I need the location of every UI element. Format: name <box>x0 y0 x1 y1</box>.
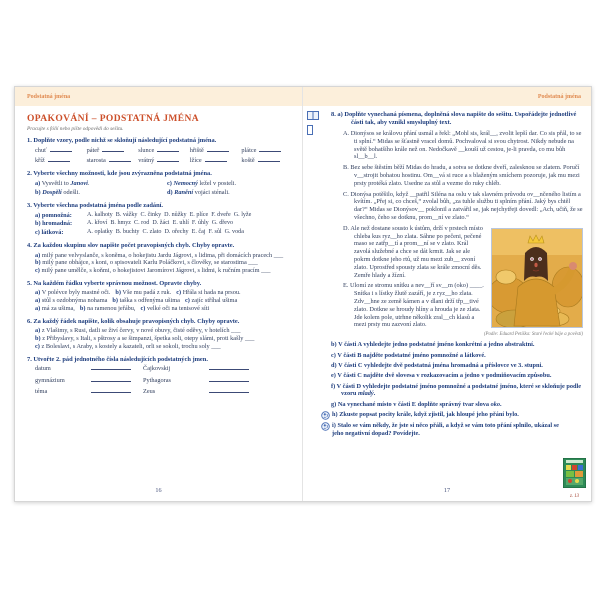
word-group-line: b) z Přibyslavy, s Itali, s pštrosy a se šimpanzi, špetka soli, otepy slámi, proti kašly ___ <box>35 335 255 343</box>
right-header-label: Podstatná jména <box>537 93 581 100</box>
answer-blank <box>87 377 143 385</box>
page-number-right: 17 <box>443 487 451 494</box>
answer-blank <box>109 157 131 162</box>
exercise-heading: 1. Doplňte vzory, podle nichž se skloňují následující podstatná jména. <box>27 137 217 144</box>
answer-blank <box>87 388 143 396</box>
exercise-number: 1. <box>27 137 32 144</box>
exercise-number: 2. <box>27 170 32 178</box>
answer-blank <box>50 147 72 152</box>
exercise-5 <box>27 280 293 313</box>
word-with-blank: plátce <box>241 147 293 155</box>
passage-e: E. Ulomí ze stromu snítku a nev__ří sv__m (oko) ____. Snítka i s lístky žlutě zazáří, je z ryz__ho zlata. Zdv__hne ze země kámen a v dlani drží třp__tivé zlato. Dotkne se hroudy hlíny a hrouda je ze zlata. Jde kolem pole, utrhne několik zral__ch klasů a mezi prsty mu zazvoní zlato. <box>343 282 484 329</box>
word-with-blank: lžíce <box>190 157 242 165</box>
word-with-blank: hřiště <box>190 147 242 155</box>
passage-a: A. Dionýsos se královu přání usmál a řekl: „Mohl sis, král__, zvolit lepší dar. Co sis přál, to se ti splní.“ Midas se šťastně vracel domů. Pochvaloval si svou chytrost. Nikdy nebude na světě bohatšího krále než on. Nedočkavě __kouší už cestou, je-li pravda, co mu bůh sl__b__l. <box>343 130 582 161</box>
exercise-heading: 6. Za každý řádek napište, kolik obsahuje pravopisných chyb. Chyby opravte. <box>27 317 240 325</box>
answer-blank <box>259 147 281 152</box>
task-item-b: b) V části A vyhledejte jedno podstatné jméno konkrétní a jedno abstraktní. <box>331 341 535 349</box>
answer-blank <box>205 365 261 373</box>
exercise-number: 8. <box>331 111 336 118</box>
option-row: a) stůl s ozdobnýma nohama b) taška s odřenýma ušima c) zajíc stříhal ušima <box>35 297 238 305</box>
word-with-blank: slunce <box>138 147 190 155</box>
answer-blank <box>205 377 261 385</box>
option-item: a) Vysvětli to Janovi. <box>35 179 90 187</box>
ex1-word-grid <box>27 147 293 166</box>
page-number-left: 16 <box>155 487 162 494</box>
answer-blank <box>48 157 70 162</box>
word-group-line: a) milý pane velvyslanče, s koněma, o hokejistu Jardu Jágrovi, s lidima, při domácích pracech ___ <box>35 251 284 259</box>
passage-b: B. Bez sebe štěstím běží Midas do hradu, a sotva se dotkne dveří, zalesknou se zlatem. Poručí v__strojit bohatou hostinu. Om__vá si ruce a s blaženým smíchem pozoruje, jak mu mezi prsty protéká zlato. Usedne za stůl a vezme do ruky chléb. <box>343 164 580 187</box>
exercise-4 <box>27 242 293 275</box>
option-row: c) látková: A. oplatky B. buchty C. zlato D. ořechy E. čaj F. sůl G. voda <box>35 229 244 237</box>
option-row: a) má za ušima, b) na ramenou jeřábu, c) velké oči na tenisové síti <box>35 305 210 313</box>
exercise-number: 4. <box>27 242 32 250</box>
right-header-band <box>303 87 591 106</box>
speaking-icon <box>321 422 330 431</box>
transparency-sheet-icon <box>307 125 313 135</box>
answer-blank <box>205 388 261 396</box>
right-page <box>303 87 591 501</box>
exercise-3 <box>27 202 293 237</box>
exercise-heading: 7. Utvořte 2. pád jednotného čísla následujících podstatných jmen. <box>27 355 208 363</box>
exercise-number: 7. <box>27 355 32 363</box>
thumbnail-caption: z. 13 <box>569 494 580 499</box>
task-item-c: c) V části B najděte podstatné jméno pomnožné a látkové. <box>331 351 486 359</box>
task-item-e: e) V části C najděte dvě slovesa v rozkazovacím a jedno v podmiňovacím způsobu. <box>331 372 552 380</box>
option-row: a) V polévce byly mastné oči. b) Vše mu padá z ruk. c) Hřála si hada na prsou. <box>35 289 241 297</box>
task-item-i: i) Stalo se vám někdy, že jste si něco přáli, a když se vám toto přání splnilo, ukázal se jeho negativní dopad? Povídejte. <box>321 422 583 438</box>
answer-blank <box>258 157 280 162</box>
word: Zeus <box>143 388 156 396</box>
exercise-8 <box>319 111 583 438</box>
word-group-line: a) z Vlašimy, s Rusi, datli se živí červy, v nové obuvy, čisté oděvy, v hotelích ___ <box>35 327 241 335</box>
word-with-blank: chuť <box>35 147 87 155</box>
exercise-8-heading: 8. a) Doplňte vynechaná písmena, doplněná slova napište do sešitu. Uspořádejte jednotlivé části tak, aby vznikl smysluplný text. <box>331 111 577 126</box>
exercise-heading: 2. Vyberte všechny možnosti, kde jsou zvýrazněna podstatná jména. <box>27 170 212 178</box>
answer-blank <box>157 157 179 162</box>
word: gymnázium <box>35 376 65 384</box>
task-item-f: f) V části D vyhledejte podstatné jméno pomnožné a podstatné jméno, které se skloňuje podle vzoru mladý. <box>331 382 582 398</box>
word: Čajkovskij <box>143 364 171 372</box>
task-item-g: g) Na vynechané místo v části E doplňte správný tvar slova oko. <box>331 400 502 408</box>
word-group-line: c) milý pane umělče, s koňmi, o hokejistovi Jaromírovi Jágrovi, s lidmi, k ručním pracím ___ <box>35 267 271 275</box>
left-header-band <box>15 87 302 106</box>
passage-d: D. Ale než dostane sousto k ústům, drží v prstech místo chleba kus ryz__ho zlata. Sáhne po pečeni, pečené maso se zatřp__tí a prom__ní se v zlato. Král zavolá služebné a chce se dát krmit. Jak se ale pokrm dotkne jeho rtů, už mu mezi zub__ zvoní zlato. Uprostřed spousty zlata se krále zmocní děs. Zemře hlady a žízní. <box>343 224 483 279</box>
ex7-word-grid <box>27 365 293 396</box>
page-spread <box>14 86 592 502</box>
word: Pythagoras <box>143 376 171 384</box>
lesson-subtitle: Pracujte s fólií nebo pište odpovědi do sešitu. <box>27 126 124 132</box>
answer-blank <box>205 157 227 162</box>
word-group-line: c) z Boleslavi, s Araby, s kostely a kazateli, orli se sokoli, trochu soly ___ <box>35 342 221 350</box>
left-page <box>15 87 303 501</box>
open-book-icon <box>307 111 319 120</box>
exercise-number: 3. <box>27 202 32 210</box>
exercise-heading: 3. Vyberte všechna podstatná jména podle zadání. <box>27 202 163 210</box>
exercise-number: 6. <box>27 317 32 325</box>
exercise-heading: 5. Na každém řádku vyberte správnou možnost. Opravte chyby. <box>27 279 202 287</box>
word-with-blank: kříž <box>35 157 87 165</box>
word-with-blank: páteř <box>87 147 139 155</box>
option-row: a) pomnožná: A. kalhoty B. vážky C. činky D. nůžky E. plíce F. dveře G. lyže <box>35 211 252 219</box>
lesson-title: OPAKOVÁNÍ – PODSTATNÁ JMÉNA <box>27 114 200 124</box>
story-passages <box>331 130 583 339</box>
answer-blank <box>102 147 124 152</box>
source-credit: (Podle: Eduard Petiška: Staré řecké báje a pověsti) <box>483 332 583 338</box>
word-with-blank: starosta <box>87 157 139 165</box>
speaking-icon <box>321 411 330 420</box>
exercise-1 <box>27 137 293 165</box>
answer-blank <box>157 147 179 152</box>
word-with-blank: koště <box>241 157 293 165</box>
task-item-h: h) Zkuste popsat pocity krále, když zjistil, jak hloupé jeho přání bylo. <box>321 411 583 420</box>
exercise-number: 5. <box>27 279 32 287</box>
midas-gold-illustration <box>491 228 583 328</box>
task-item-d: d) V části C vyhledejte dvě podstatná jména hromadná a příslovce ve 3. stupni. <box>331 362 543 370</box>
word-with-blank: vrátný <box>138 157 190 165</box>
option-item: d) Ranění vojáci sténali. <box>167 189 230 197</box>
word: téma <box>35 388 48 396</box>
answer-blank <box>207 147 229 152</box>
option-item: b) Dospělí odešli. <box>35 189 80 197</box>
answer-blank <box>87 365 143 373</box>
word: datum <box>35 364 51 372</box>
option-row: b) hromadná: A. křoví B. hmyz C. rod D. žáci E. uhlí F. úhly G. dřevo <box>35 220 234 228</box>
ex2-option-grid <box>27 180 293 198</box>
exercise-heading: 4. Za každou skupinu slov napište počet pravopisných chyb. Chyby opravte. <box>27 242 235 250</box>
exercise-7 <box>27 356 293 396</box>
passage-c: C. Dionýsa potěšilo, když __patřil Siléna na oslu v tak slavném průvodu ov__nčeného listím a kvítím. „Přej si, co chceš,“ zvolal bůh, „za tuhle službu ti splním přání. Jaký bys chtěl dar?“ Midas se Dionýsov__ poklonil a zatvářil se, jak nejchytřeji dovedl: „Ach, učiň, že se všechno, čeho se dotknu, prom__ní ve zlato.“ <box>343 190 583 221</box>
word-group-line: b) milý pane obhájce, s koni, o spisovateli Karlu Poláčkovi, s člověky, se starostima ___ <box>35 259 258 267</box>
left-header-label: Podstatná jména <box>27 93 71 100</box>
option-item: c) Nemocný ležel v posteli. <box>167 179 237 187</box>
exercise-6 <box>27 318 293 351</box>
exercise-2 <box>27 170 293 197</box>
